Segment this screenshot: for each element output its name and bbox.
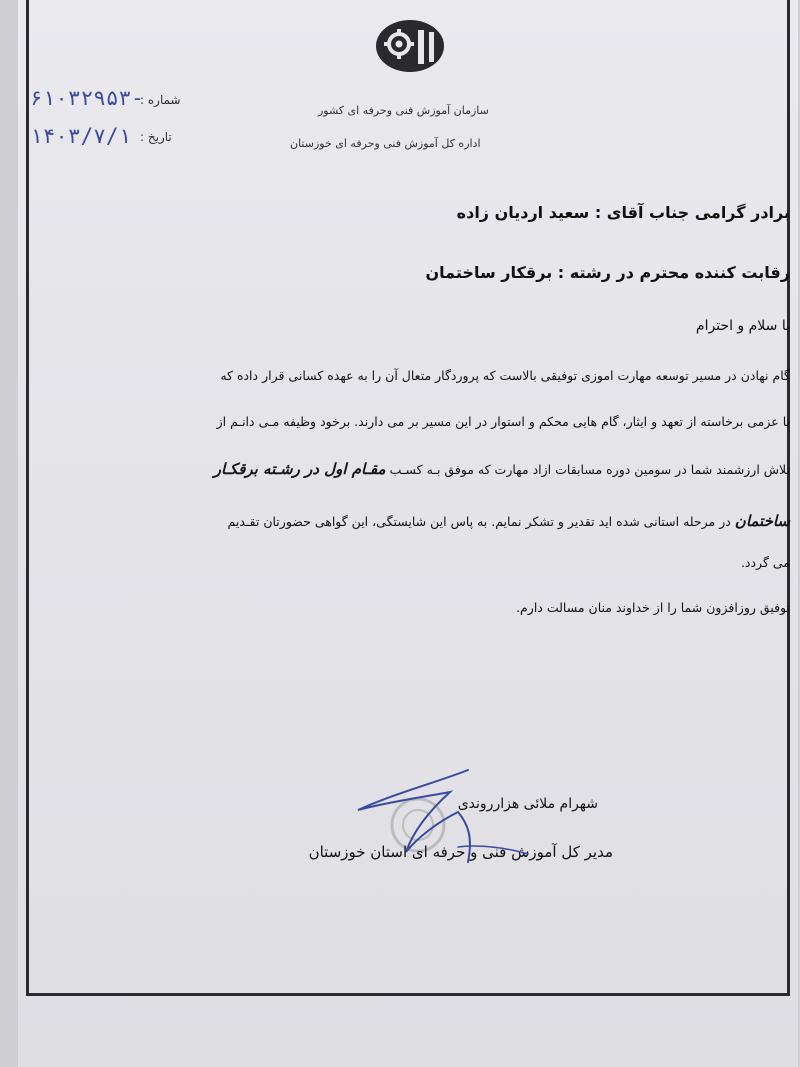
body-line-3-text: تلاش ارزشمند شما در سومین دوره مسابقات ازاد مهارت که موفق بـه کسـب: [389, 462, 790, 477]
letter-date-value: ۱۴۰۳/۷/۱: [30, 124, 132, 148]
letter-paper: [18, 0, 798, 1067]
subject-line: رقابت کننده محترم در رشته : برقکار ساختمان: [425, 263, 790, 282]
closing-line: توفیق روزافزون شما را از خداوند منان مسالت دارم.: [516, 600, 790, 615]
signatory-title: مدیر کل آموزش فنی و حرفه ای استان خوزستان: [308, 843, 613, 861]
body-line-1: گام نهادن در مسیر توسعه مهارت اموزی توفیقی بالاست که پروردگار متعال آن را به عهده کسانی قرار داده که: [220, 368, 790, 383]
letter-number-value: ۶۱۰۳۲۹۵۳-: [30, 86, 144, 110]
body-line-2: با عزمی برخاسته از تعهد و ایثار، گام هایی محکم و استوار در این مسیر بر می دارند. برخود وظیفه مـی دانـم از: [216, 414, 790, 429]
handwritten-signature: [318, 752, 618, 872]
handwritten-rank: مقـام اول در رشـته برقکـار: [213, 460, 386, 478]
body-line-4: [228, 512, 790, 530]
greeting-line: با سلام و احترام: [695, 318, 790, 334]
organization-branch: اداره کل آموزش فنی وحرفه ای خوزستان: [290, 137, 481, 150]
body-line-4-text: در مرحله استانی شده اید تقدیر و تشکر نمایم. به پاس این شایستگی، این گواهی حضورتان تقـدیم: [227, 514, 731, 529]
body-line-5: می گردد.: [740, 555, 790, 570]
handwritten-field: ساختمان: [734, 512, 790, 530]
number-label: شماره :: [140, 93, 181, 107]
body-line-3: [214, 460, 790, 478]
addressee-line: برادر گرامی جناب آقای : سعید اردیان زاده: [456, 203, 790, 222]
signatory-name: شهرام ملائی هزارروندی: [457, 796, 598, 812]
tvto-gear-logo-icon: [374, 18, 446, 74]
organization-name: سازمان آموزش فنی وحرفه ای کشور: [318, 104, 489, 117]
date-label: تاریخ :: [140, 130, 172, 144]
